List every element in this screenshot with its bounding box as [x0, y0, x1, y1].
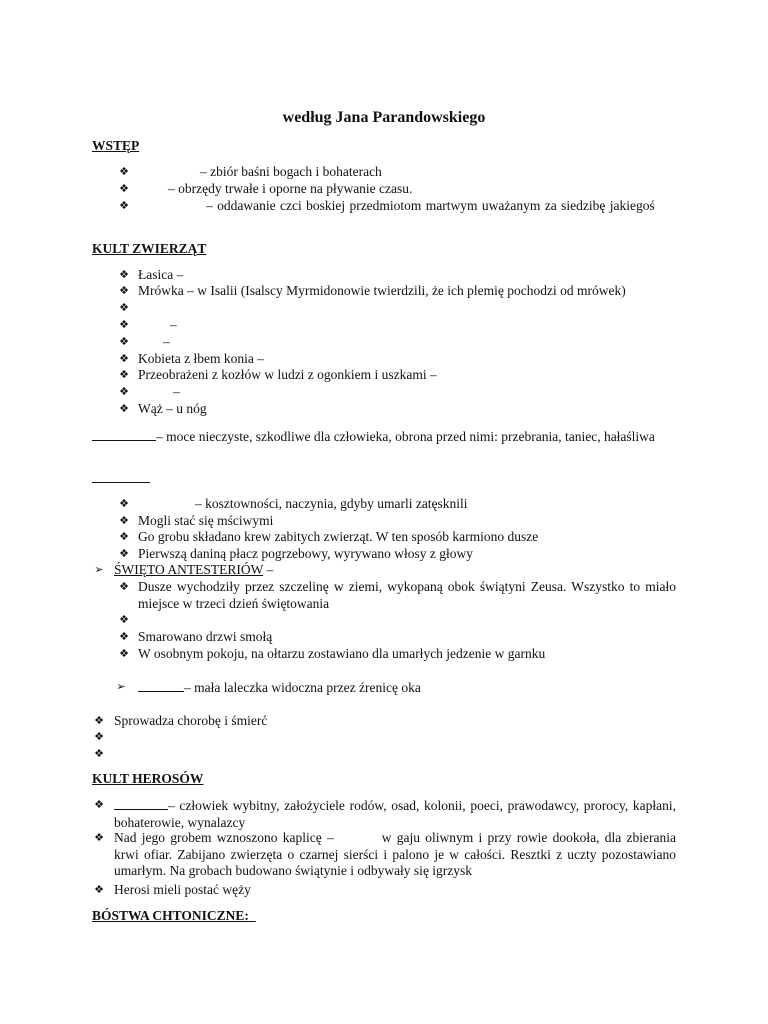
diamond-bullet-icon: ❖	[119, 268, 129, 281]
diamond-bullet-icon: ❖	[119, 402, 129, 415]
antesteriow-heading	[114, 562, 273, 578]
arrow-bullet-icon: ➢	[116, 680, 126, 693]
herosi-item2b-text: w gaju oliwnym i przy rowie dookoła, dla zbierania krwi ofiar. Zabijano zwierzęta o czarnej sierści i palono je w całości. Resztki z uczty pozostawiano umarłym. Na grobach budowano świątynie i odbywały się igrzysk	[114, 830, 677, 878]
diamond-bullet-icon: ❖	[94, 747, 104, 760]
antesteriow-suffix: –	[263, 562, 274, 577]
diamond-bullet-icon: ❖	[119, 530, 129, 543]
diamond-bullet-icon: ❖	[119, 335, 129, 348]
diamond-bullet-icon: ❖	[119, 352, 129, 365]
heading-kult-zwierzat: KULT ZWIERZĄT	[92, 241, 207, 256]
heading-wstep: WSTĘP	[92, 138, 140, 153]
list-item	[114, 797, 676, 831]
blank-heading-line	[92, 482, 150, 483]
list-item: – kosztowności, naczynia, gdyby umarli zatęsknili	[195, 496, 468, 511]
diamond-bullet-icon: ❖	[119, 318, 129, 331]
diamond-bullet-icon: ❖	[119, 647, 129, 660]
diamond-bullet-icon: ❖	[119, 182, 129, 195]
diamond-bullet-icon: ❖	[119, 368, 129, 381]
diamond-bullet-icon: ❖	[119, 514, 129, 527]
list-item: Mrówka – w Isalii (Isalscy Myrmidonowie twierdzili, że ich plemię pochodzi od mrówek)	[138, 283, 626, 298]
antesteriow-label: ŚWIĘTO ANTESTERIÓW	[114, 562, 264, 577]
herosi-item1-text: – człowiek wybitny, założyciele rodów, osad, kolonii, poeci, prawodawcy, prorocy, kapłani, bohaterowie, wynalazcy	[114, 798, 676, 830]
list-item: W osobnym pokoju, na ołtarzu zostawiano dla umarłych jedzenie w garnku	[138, 646, 546, 661]
diamond-bullet-icon: ❖	[119, 580, 129, 593]
diamond-bullet-icon: ❖	[94, 714, 104, 727]
blank-line	[92, 428, 156, 441]
moce-paragraph	[92, 428, 655, 445]
diamond-bullet-icon: ❖	[119, 547, 129, 560]
list-item: – obrzędy trwałe i oporne na pływanie czasu.	[168, 181, 413, 196]
list-item: Go grobu składano krew zabitych zwierząt. W ten sposób karmiono dusze	[138, 529, 539, 544]
diamond-bullet-icon: ❖	[119, 165, 129, 178]
diamond-bullet-icon: ❖	[94, 831, 104, 844]
diamond-bullet-icon: ❖	[119, 301, 129, 314]
diamond-bullet-icon: ❖	[119, 284, 129, 297]
list-item: Sprowadza chorobę i śmierć	[114, 713, 268, 728]
laleczka-line	[138, 679, 421, 696]
list-item: Wąż – u nóg	[138, 401, 207, 416]
diamond-bullet-icon: ❖	[119, 630, 129, 643]
list-item: Kobieta z łbem konia –	[138, 351, 264, 366]
herosi-item2a-text: Nad jego grobem wznoszono kaplicę –	[114, 830, 334, 845]
list-item	[114, 830, 676, 880]
list-item: –	[170, 317, 177, 332]
moce-text: – moce nieczyste, szkodliwe dla człowieka, obrona przed nimi: przebrania, taniec, hałaśliwa	[156, 429, 655, 444]
blank-line	[114, 797, 168, 810]
list-item: – oddawanie czci boskiej przedmiotom martwym uważanym za siedzibę jakiegoś	[206, 198, 655, 213]
list-item: Dusze wychodziły przez szczelinę w ziemi, wykopaną obok świątyni Zeusa. Wszystko to miało miejsce w trzeci dzień świętowania	[138, 579, 676, 611]
list-item: Przeobrażeni z kozłów w ludzi z ogonkiem i uszkami –	[138, 367, 437, 382]
diamond-bullet-icon: ❖	[119, 613, 129, 626]
diamond-bullet-icon: ❖	[119, 497, 129, 510]
diamond-bullet-icon: ❖	[94, 798, 104, 811]
list-item: Mogli stać się mściwymi	[138, 513, 274, 528]
diamond-bullet-icon: ❖	[94, 883, 104, 896]
list-item: Łasica –	[138, 267, 184, 282]
laleczka-text: – mała laleczka widoczna przez źrenicę oka	[184, 680, 421, 695]
document-title: według Jana Parandowskiego	[282, 109, 486, 126]
arrow-bullet-icon: ➢	[94, 563, 104, 576]
diamond-bullet-icon: ❖	[119, 385, 129, 398]
heading-kult-herosow: KULT HEROSÓW	[92, 771, 204, 786]
list-item: Smarowano drzwi smołą	[138, 629, 273, 644]
diamond-bullet-icon: ❖	[94, 730, 104, 743]
list-item: – zbiór baśni bogach i bohaterach	[200, 164, 382, 179]
list-item: Herosi mieli postać węży	[114, 882, 251, 897]
diamond-bullet-icon: ❖	[119, 199, 129, 212]
list-item: –	[173, 384, 180, 399]
list-item: Pierwszą daniną płacz pogrzebowy, wyrywano włosy z głowy	[138, 546, 474, 561]
list-item: –	[163, 334, 170, 349]
heading-bostwa-chtoniczne: BÓSTWA CHTONICZNE:	[92, 908, 249, 923]
blank-line	[138, 679, 184, 692]
